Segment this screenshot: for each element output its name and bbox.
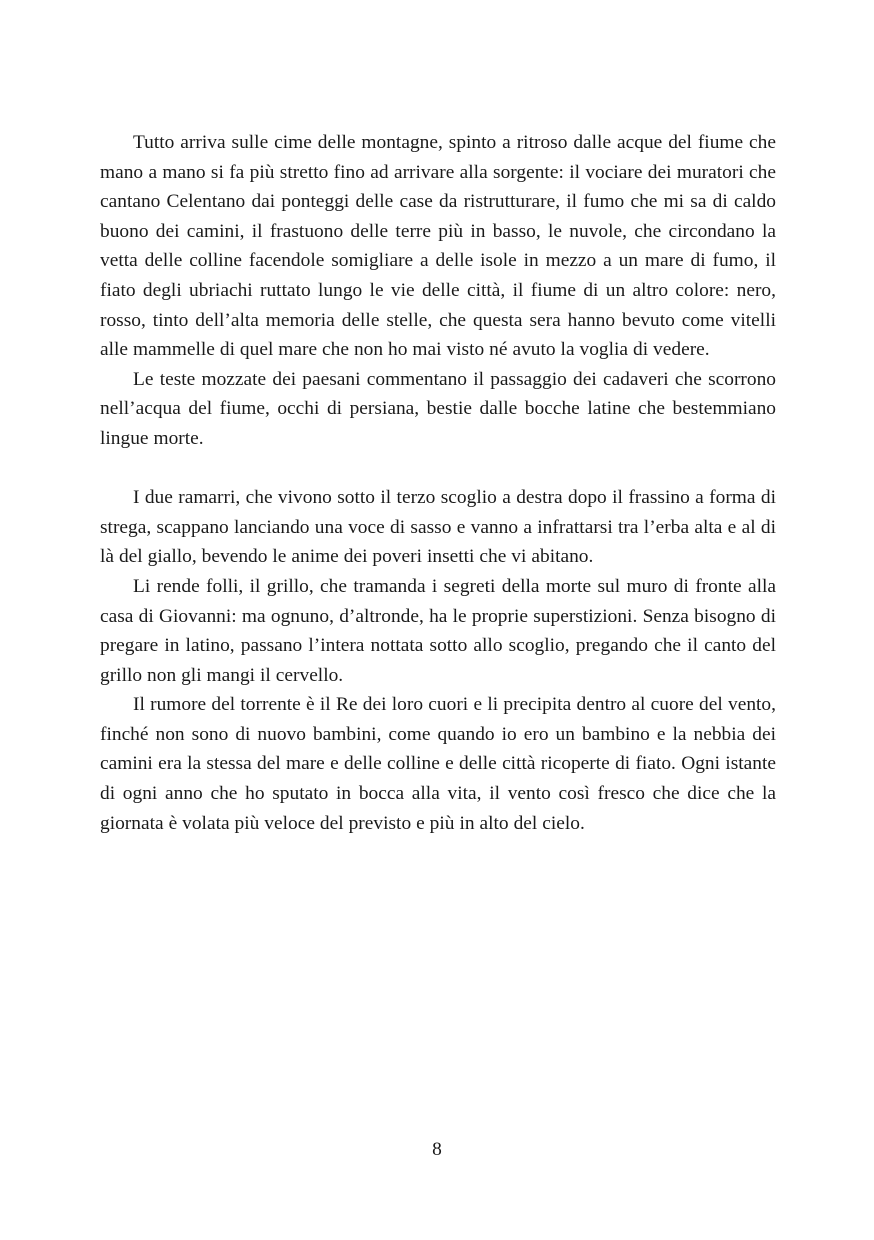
paragraph: Li rende folli, il grillo, che tramanda i segreti della morte sul muro di fronte alla casa di Giovanni: ma ognuno, d’altronde, ha le proprie superstizioni. Senza bisogno di pregare in latino, passano l’intera nottata sotto allo scoglio, pregando che il canto del grillo non gli mangi il cervello. [100,575,776,686]
paragraph: Il rumore del torrente è il Re dei loro cuori e li precipita dentro al cuore del vento, finché non sono di nuovo bambini, come quando io ero un bambino e la nebbia dei camini era la stessa del mare e delle colline e delle città ricoperte di fiato. Ogni istante di ogni anno che ho sputato in bocca alla vita, il vento così fresco che dice che la giornata è volata più veloce del previsto e più in alto del cielo. [100,694,776,834]
page-text-block [100,128,776,838]
page-number: 8 [432,1139,442,1160]
paragraph: I due ramarri, che vivono sotto il terzo scoglio a destra dopo il frassino a forma di strega, scappano lanciando una voce di sasso e vanno a infrattarsi tra l’erba alta e al di là del giallo, bevendo le anime dei poveri insetti che vi abitano. [100,487,776,568]
paragraph: Le teste mozzate dei paesani commentano il passaggio dei cadaveri che scorrono nell’acqua del fiume, occhi di persiana, bestie dalle bocche latine che bestemmiano lingue morte. [100,368,776,449]
paragraph: Tutto arriva sulle cime delle montagne, spinto a ritroso dalle acque del fiume che mano a mano si fa più stretto fino ad arrivare alla sorgente: il vociare dei muratori che cantano Celentano dai ponteggi delle case da ristrutturare, il fumo che mi sa di caldo buono dei camini, il frastuono delle terre più in basso, le nuvole, che circondano la vetta delle colline facendole somigliare a delle isole in mezzo a un mare di fumo, il fiato degli ubriachi ruttato lungo le vie delle città, il fiume di un altro colore: nero, rosso, tinto dell’alta memoria delle stelle, che questa sera hanno bevuto come vitelli alle mammelle di quel mare che non ho mai visto né avuto la voglia di vedere. [100,132,776,361]
